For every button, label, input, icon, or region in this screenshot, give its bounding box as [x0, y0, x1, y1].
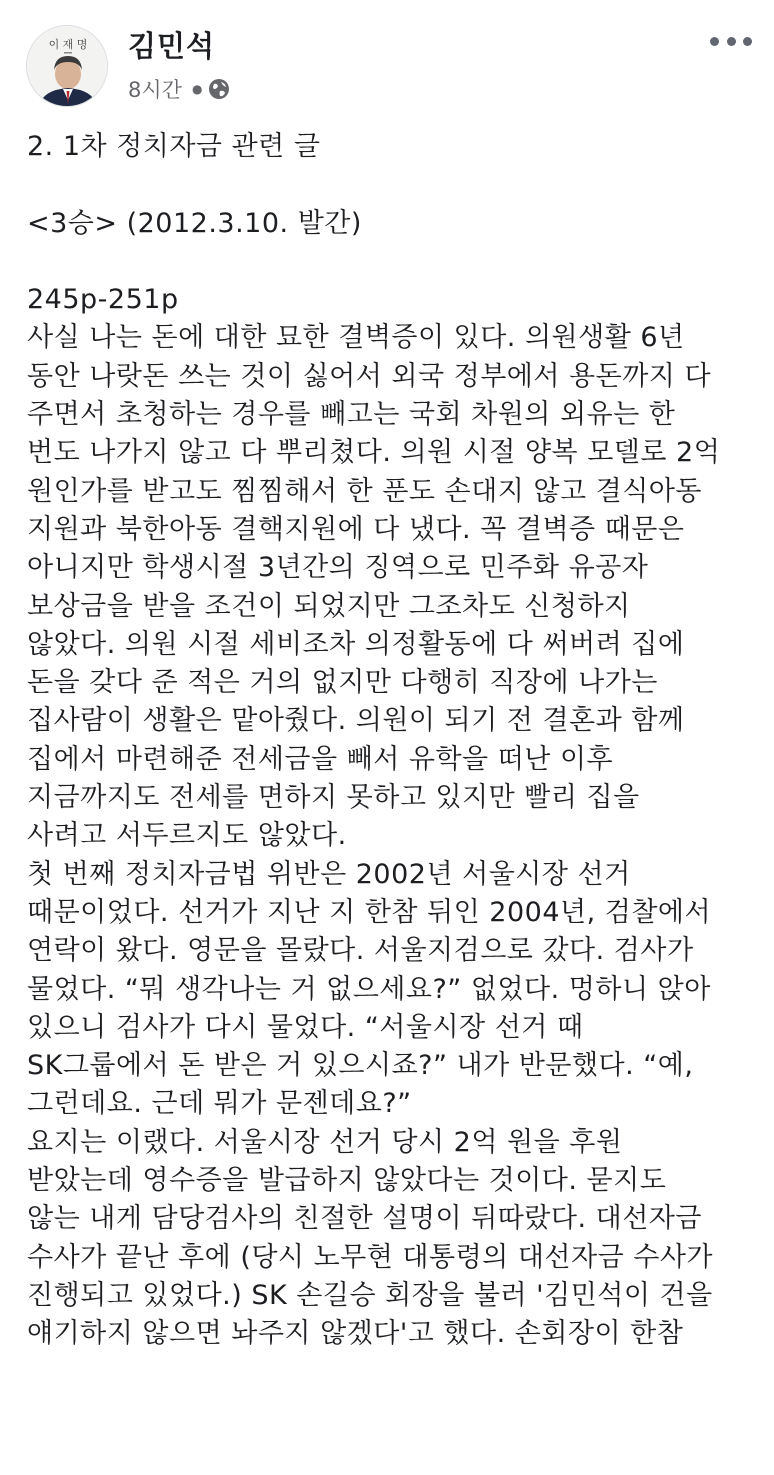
- author-avatar[interactable]: [26, 25, 108, 107]
- post-timestamp[interactable]: 8시간: [128, 78, 182, 102]
- globe-icon: [208, 78, 230, 100]
- more-options-button[interactable]: [710, 26, 752, 56]
- body-line: 보상금을 받을 조건이 되었지만 그조차도 신청하지: [27, 590, 631, 622]
- body-line: 그런데요. 근데 뭐가 문젠데요?”: [27, 1088, 412, 1120]
- body-line: 요지는 이랬다. 서울시장 선거 당시 2억 원을 후원: [27, 1126, 623, 1158]
- blank-line: [27, 243, 762, 281]
- body-line: 않는 내게 담당검사의 친절한 설명이 뒤따랐다. 대선자금: [27, 1203, 702, 1235]
- body-line: 집사람이 생활은 맡아줬다. 의원이 되기 전 결혼과 함께: [27, 705, 685, 737]
- page-range: 245p-251p: [27, 284, 179, 316]
- body-line: 물었다. “뭐 생각나는 거 없으세요?” 없었다. 멍하니 앉아: [27, 973, 711, 1005]
- author-name[interactable]: 김민석: [128, 29, 216, 63]
- body-line: 있으니 검사가 다시 물었다. “서울시장 선거 때: [27, 1011, 584, 1043]
- body-line: 아니지만 학생시절 3년간의 징역으로 민주화 유공자: [27, 552, 649, 584]
- body-line: SK그룹에서 돈 받은 거 있으시죠?” 내가 반문했다. “예,: [27, 1050, 694, 1082]
- body-line: 사려고 서두르지도 않았다.: [27, 820, 347, 852]
- body-line: 사실 나는 돈에 대한 묘한 결벽증이 있다. 의원생활 6년: [27, 322, 685, 354]
- more-dot-icon: [743, 37, 752, 46]
- body-line: 번도 나가지 않고 다 뿌리쳤다. 의원 시절 양복 모델로 2억: [27, 437, 721, 469]
- body-line: 첫 번째 정치자금법 위반은 2002년 서울시장 선거: [27, 858, 631, 890]
- body-line: 받았는데 영수증을 발급하지 않았다는 것이다. 묻지도: [27, 1165, 667, 1197]
- body-line: 때문이었다. 선거가 지난 지 한참 뒤인 2004년, 검찰에서: [27, 896, 712, 928]
- body-line: 수사가 끝난 후에 (당시 노무현 대통령의 대선자금 수사가: [27, 1241, 713, 1273]
- body-line: 진행되고 있었다.) SK 손길승 회장을 불러 '김민석이 건을: [27, 1279, 713, 1311]
- meta-separator: ●: [191, 82, 203, 96]
- post-body: [27, 128, 762, 1354]
- post-meta: [128, 72, 230, 106]
- body-line: 주면서 초청하는 경우를 빼고는 국회 차원의 외유는 한: [27, 399, 676, 431]
- body-line: 지원과 북한아동 결핵지원에 다 냈다. 꼭 결벽증 때문은: [27, 513, 685, 545]
- book-title: <3승> (2012.3.10. 발간): [27, 207, 362, 239]
- post-heading: 2. 1차 정치자금 관련 글: [27, 131, 321, 162]
- body-line: 돈을 갖다 준 적은 거의 없지만 다행히 직장에 나가는: [27, 667, 658, 699]
- body-line: 연락이 왔다. 영문을 몰랐다. 서울지검으로 갔다. 검사가: [27, 935, 694, 967]
- blank-line: [27, 166, 762, 204]
- body-line: 집에서 마련해준 전세금을 빼서 유학을 떠난 이후: [27, 743, 614, 775]
- body-line: 얘기하지 않으면 놔주지 않겠다'고 했다. 손회장이 한참: [27, 1318, 684, 1350]
- body-line: 않았다. 의원 시절 세비조차 의정활동에 다 써버려 집에: [27, 628, 685, 660]
- avatar-photo: [27, 26, 108, 107]
- avatar-text: 이 재 명: [48, 38, 88, 51]
- body-line: 동안 나랏돈 쓰는 것이 싫어서 외국 정부에서 용돈까지 다: [27, 360, 712, 392]
- more-dot-icon: [710, 37, 719, 46]
- body-line: 원인가를 받고도 찜찜해서 한 푼도 손대지 않고 결식아동: [27, 475, 702, 507]
- more-dot-icon: [727, 37, 736, 46]
- body-line: 지금까지도 전세를 면하지 못하고 있지만 빨리 집을: [27, 782, 640, 814]
